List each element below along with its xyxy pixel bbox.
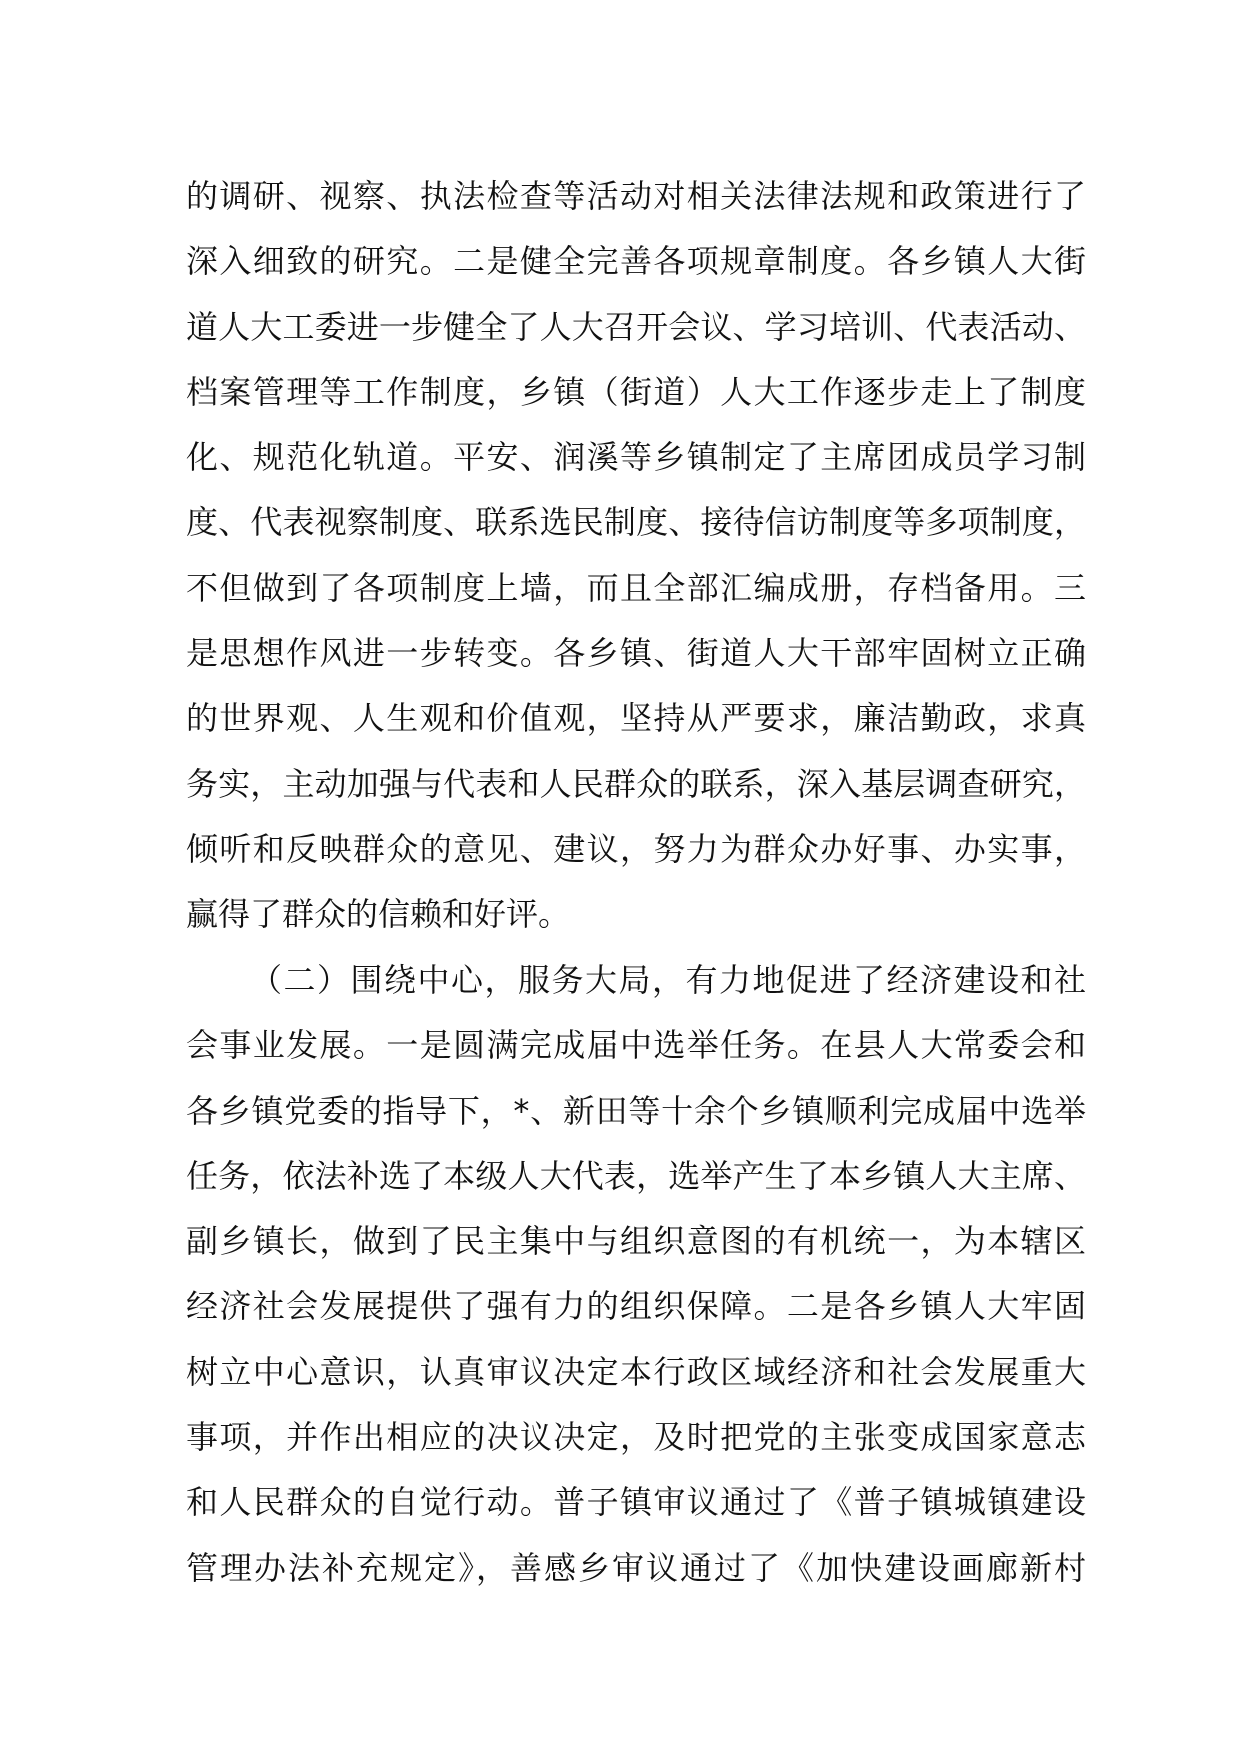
text-line: 会事业发展。一是圆满完成届中选举任务。在县人大常委会和 — [186, 1026, 1086, 1065]
text-line: 档案管理等工作制度，乡镇（街道）人大工作逐步走上了制度 — [186, 372, 1086, 411]
text-line: 倾听和反映群众的意见、建议，努力为群众办好事、办实事， — [186, 829, 1086, 868]
text-line: 树立中心意识，认真审议决定本行政区域经济和社会发展重大 — [186, 1352, 1086, 1391]
text-line: 经济社会发展提供了强有力的组织保障。二是各乡镇人大牢固 — [186, 1287, 1086, 1326]
text-line: 事项，并作出相应的决议决定，及时把党的主张变成国家意志 — [186, 1418, 1086, 1457]
text-line: 任务，依法补选了本级人大代表，选举产生了本乡镇人大主席、 — [186, 1156, 1086, 1195]
text-line: 务实，主动加强与代表和人民群众的联系，深入基层调查研究， — [186, 764, 1086, 803]
text-line: （二）围绕中心，服务大局，有力地促进了经济建设和社 — [250, 961, 1086, 999]
text-line: 不但做到了各项制度上墙，而且全部汇编成册，存档备用。三 — [186, 568, 1086, 607]
text-line: 管理办法补充规定》，善感乡审议通过了《加快建设画廊新村 — [186, 1548, 1086, 1587]
text-line: 的调研、视察、执法检查等活动对相关法律法规和政策进行了 — [186, 177, 1086, 215]
text-line: 副乡镇长，做到了民主集中与组织意图的有机统一，为本辖区 — [186, 1222, 1086, 1261]
text-line: 是思想作风进一步转变。各乡镇、街道人大干部牢固树立正确 — [186, 634, 1086, 673]
text-line: 各乡镇党委的指导下，*、新田等十余个乡镇顺利完成届中选举 — [186, 1091, 1086, 1130]
text-line: 道人大工委进一步健全了人大召开会议、学习培训、代表活动、 — [186, 307, 1086, 346]
paragraph-2 — [186, 948, 1086, 1601]
text-line: 赢得了群众的信赖和好评。 — [186, 895, 571, 934]
text-line: 和人民群众的自觉行动。普子镇审议通过了《普子镇城镇建设 — [186, 1483, 1086, 1522]
text-line: 的世界观、人生观和价值观，坚持从严要求，廉洁勤政，求真 — [186, 699, 1086, 738]
text-line: 深入细致的研究。二是健全完善各项规章制度。各乡镇人大街 — [186, 242, 1086, 281]
text-line: 度、代表视察制度、联系选民制度、接待信访制度等多项制度， — [186, 503, 1086, 542]
text-line: 化、规范化轨道。平安、润溪等乡镇制定了主席团成员学习制 — [186, 438, 1086, 477]
paragraph-1 — [186, 164, 1086, 948]
